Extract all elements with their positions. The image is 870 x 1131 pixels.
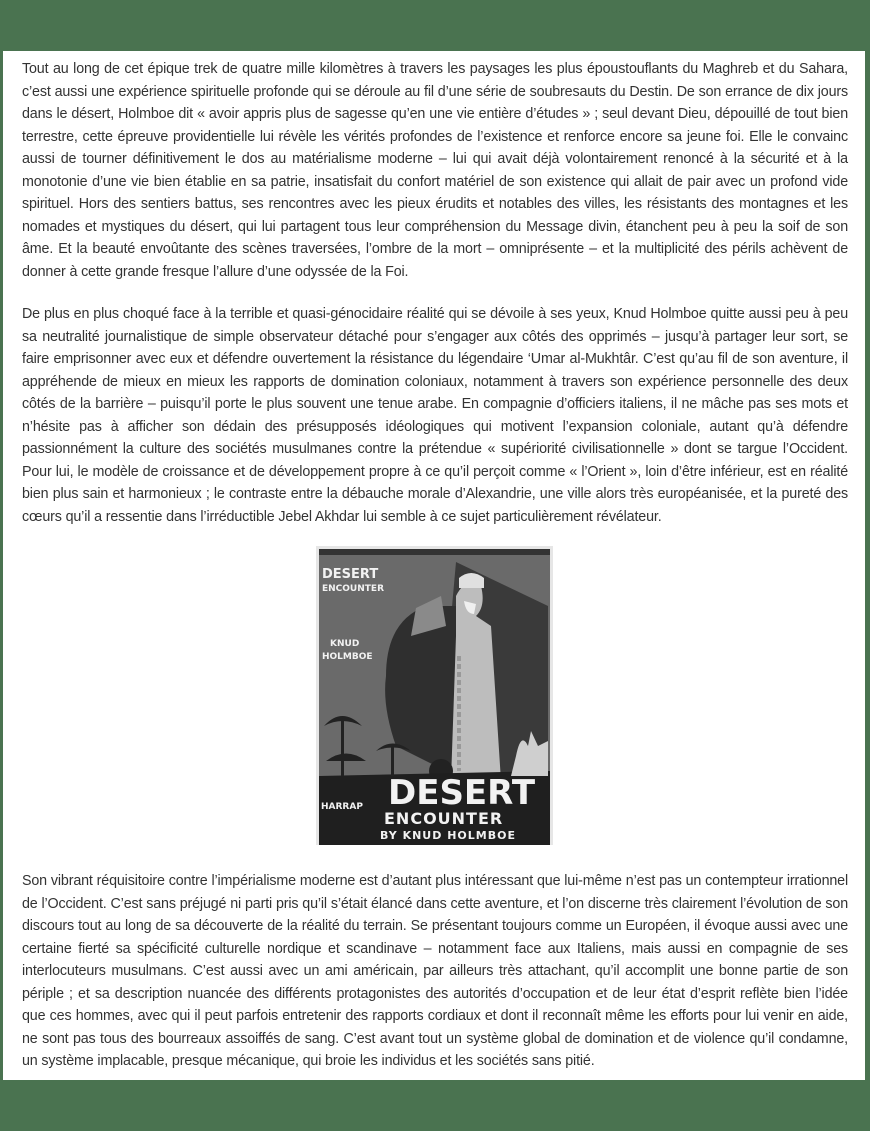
book-cover-image	[316, 546, 553, 845]
cover-main-title: DESERT	[388, 773, 536, 813]
paragraph-2: De plus en plus choqué face à la terrible et quasi-génocidaire réalité qui se dévoile à ses yeux, Knud Holmboe quitte aussi peu à peu sa neutralité journalistique de simple observateur détaché pour s’engager aux côtés des opprimés – jusqu’à partager leur sort, se faire emprisonner avec eux et défendre ouvertement la résistance du légendaire ‘Umar al-Mukhtâr. C’est qu’au fil de son aventure, il appréhende de mieux en mieux les rapports de domination coloniaux, notamment à travers son expérience personnelle des deux côtés de la barrière – puisqu’il porte le plus souvent une tenue arabe. En compagnie d’officiers italiens, il ne mâche pas ses mots et n’hésite pas à afficher son dédain des présupposés idéologiques qui motivent l’expansion coloniale, autant qu’à défendre passionnément la culture des sociétés musulmanes contre la prétendue « supériorité civilisationnelle » dont se targue l’Occident. Pour lui, le modèle de croissance et de développement propre à ce qu’il perçoit comme « l’Orient », loin d’être inférieur, est en réalité bien plus sain et harmonieux ; le contraste entre la débauche morale d’Alexandrie, une ville alors très européanisée, et la pureté des cœurs qu’il a ressentie dans l’irréductible Jebel Akhdar lui semble à ce sujet particulièrement révélateur.	[22, 306, 848, 525]
cover-main-subtitle: ENCOUNTER	[384, 809, 504, 828]
cover-top-subtitle: ENCOUNTER	[322, 584, 384, 594]
paragraph-1: Tout au long de cet épique trek de quatre mille kilomètres à travers les paysages les plus époustouflants du Maghreb et du Sahara, c’est aussi une expérience spirituelle profonde qui se déroule au fil d’une série de soubresauts du Destin. De son errance de dix jours dans le désert, Holmboe dit « avoir appris plus de sagesse qu’en une vie entière d’études » ; seul devant Dieu, dépouillé de tout bien terrestre, cette épreuve providentielle lui révèle les vérités profondes de l’existence et renforce encore sa jeune foi. Elle le convainc aussi de tourner définitivement le dos au matérialisme moderne – lui qui avait déjà volontairement renoncé à la sécurité et à la monotonie d’une vie bien établie en sa patrie, insatisfait du confort matériel de son existence qui allait de pair avec un profond vide spirituel. Hors des sentiers battus, ses rencontres avec les pieux érudits et notables des villes, les résistants des montagnes et les nomades et mystiques du désert, qui lui partagent tous leur compréhension du Message divin, étanchent peu à peu la soif de son âme. Et la beauté envoûtante des scènes traversées, l’ombre de la mort – omniprésente – et la multiplicité des périls achèvent de donner à cette grande fresque l’allure d’une odyssée de la Foi.	[22, 61, 848, 280]
paragraph-3: Son vibrant réquisitoire contre l’impérialisme moderne est d’autant plus intéressant que lui-même n’est pas un contempteur irrationnel de l’Occident. C’est sans préjugé ni parti pris qu’il s’était élancé dans cette aventure, et l’on discerne très clairement l’évolution de son discours tout au long de sa découverte de la réalité du terrain. Se présentant toujours comme un Européen, il évoque aussi avec une certaine fierté sa spécificité culturelle nordique et scandinave – notamment face aux Italiens, mais aussi en compagnie de ses interlocuteurs musulmans. C’est aussi avec un ami américain, par ailleurs très attachant, qu’il accomplit une bonne partie de son périple ; et sa description nuancée des différents protagonistes des autorités d’occupation et de leur état d’esprit reflète bien l’idée que ces hommes, avec qui il peut parfois entretenir des rapports cordiaux et dont il reconnaît même les efforts pour lui venir en aide, ne sont pas tous des bourreaux assoiffés de sang. C’est avant tout un système global de domination et de violence qu’il condamne, un système implacable, presque mécanique, qui broie les individus et les sociétés sans pitié.	[22, 873, 848, 1069]
cover-publisher: HARRAP	[321, 802, 363, 812]
cover-author-last: HOLMBOE	[322, 652, 373, 662]
cover-top-title: DESERT	[322, 567, 379, 582]
cover-byline: BY KNUD HOLMBOE	[380, 829, 516, 842]
article-panel	[3, 51, 865, 1080]
cover-author-first: KNUD	[330, 639, 360, 649]
